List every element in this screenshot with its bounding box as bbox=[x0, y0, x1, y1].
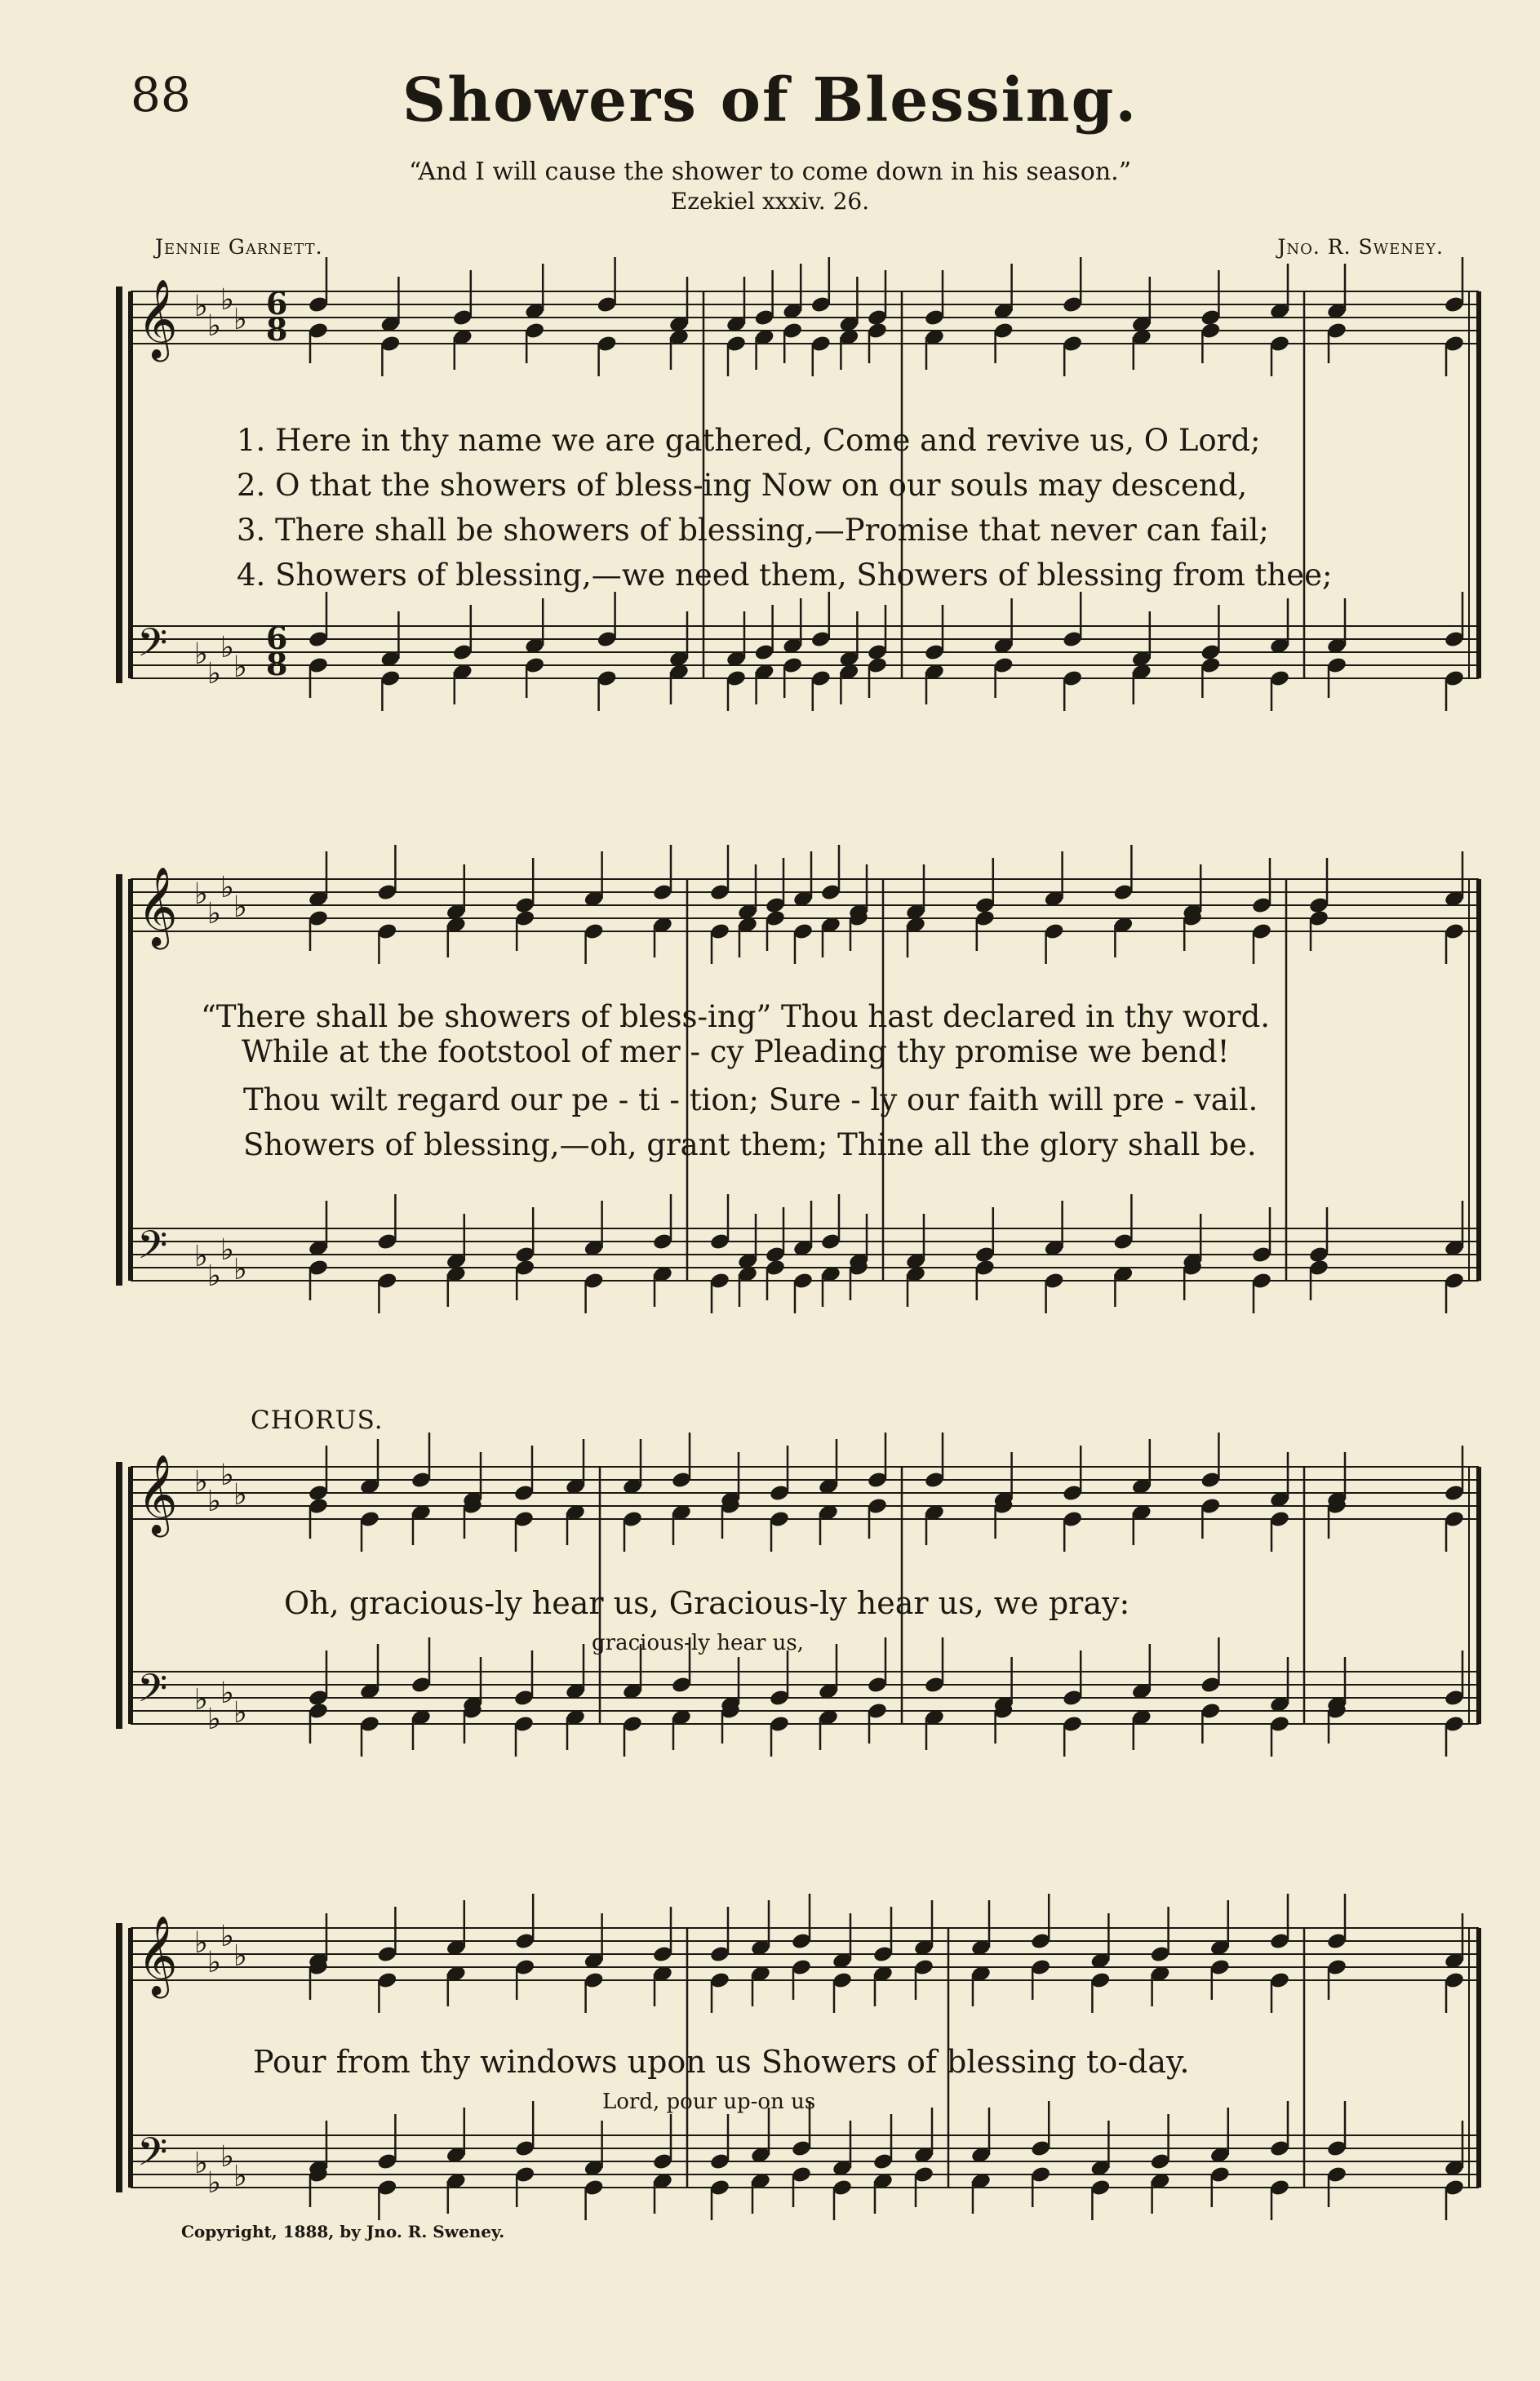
flat-icon: ♭ bbox=[194, 1240, 208, 1273]
time-signature: 6 bbox=[266, 620, 288, 656]
verse-line: “There shall be showers of bless-ing” Thou hast declared in thy word. bbox=[201, 999, 1271, 1034]
flat-icon: ♭ bbox=[207, 1259, 221, 1293]
chorus-label: CHORUS. bbox=[251, 1406, 384, 1435]
bass-clef-icon: 𝄢 bbox=[137, 1222, 168, 1277]
flat-icon: ♭ bbox=[207, 657, 221, 691]
flat-icon: ♭ bbox=[233, 2160, 247, 2193]
treble-clef-icon: 𝄞 bbox=[137, 866, 178, 946]
flat-icon: ♭ bbox=[233, 1696, 247, 1730]
verse-line: While at the footstool of mer - cy Pleading thy promise we bend! bbox=[242, 1034, 1230, 1069]
time-signature: 6 bbox=[266, 285, 288, 322]
flat-icon: ♭ bbox=[220, 283, 234, 317]
flat-icon: ♭ bbox=[220, 1459, 234, 1492]
flat-icon: ♭ bbox=[220, 871, 234, 904]
copyright-notice: Copyright, 1888, by Jno. R. Sweney. bbox=[181, 2222, 505, 2241]
flat-icon: ♭ bbox=[220, 631, 234, 664]
flat-icon: ♭ bbox=[233, 651, 247, 684]
flat-icon: ♭ bbox=[220, 1677, 234, 1710]
verse-line: 2. O that the showers of bless-ing Now on our souls may descend, bbox=[237, 468, 1248, 503]
flat-icon: ♭ bbox=[194, 1926, 208, 1960]
flat-icon: ♭ bbox=[207, 1485, 221, 1518]
flat-icon: ♭ bbox=[233, 303, 247, 336]
time-signature: 8 bbox=[266, 311, 288, 348]
epigraph-reference: Ezekiel xxxiv. 26. bbox=[670, 188, 870, 215]
bass-clef-icon: 𝄢 bbox=[137, 2129, 168, 2184]
flat-icon: ♭ bbox=[207, 897, 221, 931]
verse-line: 1. Here in thy name we are gathered, Come and revive us, O Lord; bbox=[237, 423, 1261, 458]
flat-icon: ♭ bbox=[194, 637, 208, 671]
flat-icon: ♭ bbox=[194, 877, 208, 911]
flat-icon: ♭ bbox=[233, 1939, 247, 1973]
flat-icon: ♭ bbox=[207, 2166, 221, 2200]
flat-icon: ♭ bbox=[207, 309, 221, 343]
page-number: 88 bbox=[131, 67, 191, 122]
verse-line: 3. There shall be showers of blessing,—Promise that never can fail; bbox=[237, 513, 1269, 548]
flat-icon: ♭ bbox=[233, 1478, 247, 1512]
chorus-echo-lyric: Lord, pour up-on us bbox=[602, 2090, 816, 2114]
composer-credit: Jno. R. Sweney. bbox=[1277, 235, 1444, 259]
flat-icon: ♭ bbox=[207, 1703, 221, 1736]
flat-icon: ♭ bbox=[220, 1233, 234, 1267]
treble-clef-icon: 𝄞 bbox=[137, 1454, 178, 1534]
treble-clef-icon: 𝄞 bbox=[137, 1915, 178, 1995]
flat-icon: ♭ bbox=[233, 891, 247, 924]
flat-icon: ♭ bbox=[220, 2140, 234, 2174]
chorus-lyric: Pour from thy windows upon us Showers of blessing to-day. bbox=[253, 2044, 1190, 2080]
flat-icon: ♭ bbox=[194, 1465, 208, 1499]
epigraph: “And I will cause the shower to come down in his season.” bbox=[408, 158, 1132, 186]
hymn-title: Showers of Blessing. bbox=[402, 65, 1138, 135]
verse-line: Showers of blessing,—oh, grant them; Thine all the glory shall be. bbox=[243, 1127, 1257, 1162]
lyricist-credit: Jennie Garnett. bbox=[155, 235, 323, 259]
verse-line: 4. Showers of blessing,—we need them, Showers of blessing from thee; bbox=[237, 557, 1333, 593]
chorus-echo-lyric: gracious-ly hear us, bbox=[592, 1631, 804, 1655]
flat-icon: ♭ bbox=[194, 290, 208, 323]
chorus-lyric: Oh, gracious-ly hear us, Gracious-ly hear us, we pray: bbox=[284, 1585, 1130, 1621]
treble-clef-icon: 𝄞 bbox=[137, 278, 178, 358]
flat-icon: ♭ bbox=[233, 1253, 247, 1286]
bass-clef-icon: 𝄢 bbox=[137, 1665, 168, 1721]
flat-icon: ♭ bbox=[194, 1683, 208, 1717]
verse-line: Thou wilt regard our pe - ti - tion; Sure - ly our faith will pre - vail. bbox=[243, 1082, 1258, 1117]
flat-icon: ♭ bbox=[220, 1920, 234, 1953]
flat-icon: ♭ bbox=[207, 1946, 221, 1979]
flat-icon: ♭ bbox=[194, 2147, 208, 2180]
time-signature: 8 bbox=[266, 646, 288, 682]
bass-clef-icon: 𝄢 bbox=[137, 620, 168, 675]
